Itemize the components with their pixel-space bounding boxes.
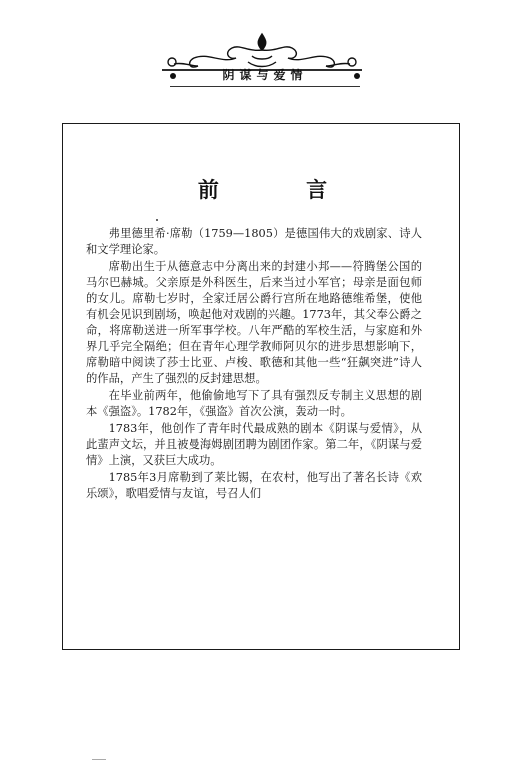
paragraph: 1785年3月席勒到了莱比锡，在农村，他写出了著名长诗《欢乐颂》，歌唱爱情与友谊，号召人们 [86,471,422,500]
paragraph: 在毕业前两年，他偷偷地写下了具有强烈反专制主义思想的剧本《强盗》。1782年，《强盗》首次公演，轰动一时。 [86,389,422,418]
stray-mark [156,219,158,221]
footer-mark [92,759,106,760]
page-title: 前 言 [197,177,368,202]
paragraph: 弗里德里希·席勒（1759—1805）是德国伟大的戏剧家、诗人和文学理论家。 [86,227,422,256]
running-header [170,68,360,84]
ornament-flourish-icon [152,30,372,72]
header-rule [170,86,360,87]
preface-body [86,226,422,502]
bullet-right [354,73,360,79]
bullet-left [170,73,176,79]
running-title: 阴谋与爱情 [222,68,308,82]
paragraph: 席勒出生于从德意志中分离出来的封建小邦——符腾堡公国的马尔巴赫城。父亲原是外科医生，后来当过小军官；母亲是面包师的女儿。席勒七岁时，全家迁居公爵行宫所在地路德维希堡，使他有机会见识到剧场，唤起他对戏剧的兴趣。1773年，其父奉公爵之命，将席勒送进一所军事学校。八年严酷的军校生活，与家庭和外界几乎完全隔绝；但在青年心理学教师阿贝尔的进步思想影响下，席勒暗中阅读了莎士比亚、卢梭、歌德和其他一些“狂飙突进”诗人的作品，产生了强烈的反封建思想。 [86,260,422,385]
paragraph: 1783年，他创作了青年时代最成熟的剧本《阴谋与爱情》，从此蜚声文坛，并且被曼海姆剧团聘为剧团作家。第二年，《阴谋与爱情》上演，又获巨大成功。 [86,422,422,467]
